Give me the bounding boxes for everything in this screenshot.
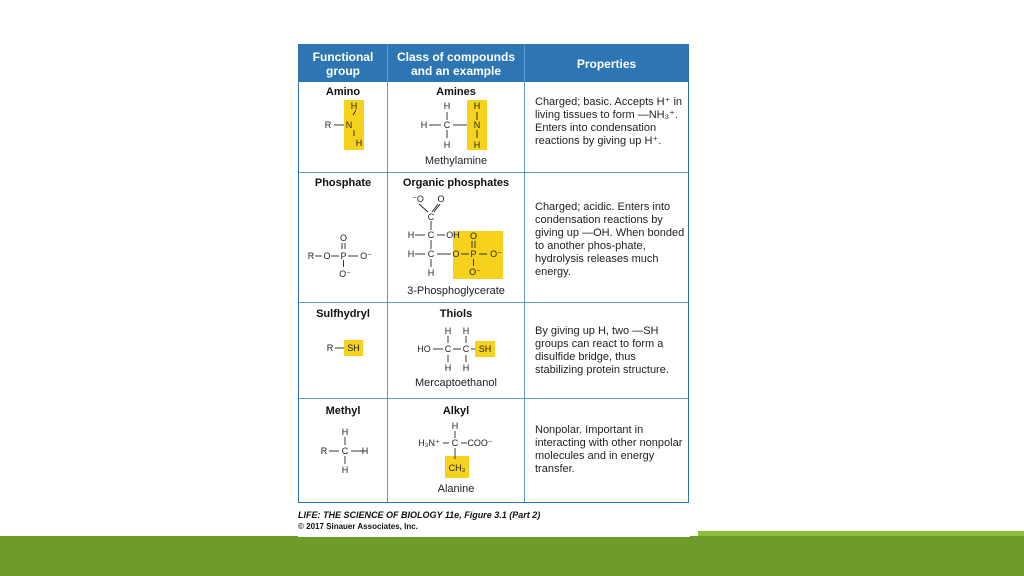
atom: O [323, 251, 331, 261]
class-name-alkyl: Alkyl [442, 405, 470, 417]
atom: O⁻ [469, 267, 481, 277]
example-name-3-phosphoglycerate: 3-Phosphoglycerate [407, 285, 505, 297]
header-functional-group: Functional group [312, 49, 374, 78]
methylamine-structure [417, 100, 507, 150]
column-divider [524, 45, 525, 502]
atom: H [355, 138, 363, 148]
header-class-of-compounds: Class of compounds and an example [396, 49, 515, 78]
atom: O [339, 233, 348, 243]
example-name-methylamine: Methylamine [424, 155, 488, 167]
atom: H [350, 101, 358, 111]
properties-methyl: Nonpolar. Important in interacting with other nonpolar molecules and in energy transfer. [535, 424, 683, 475]
atom: H [420, 120, 428, 130]
atom: C [427, 249, 435, 259]
atom: O [437, 194, 445, 204]
group-name-phosphate: Phosphate [314, 177, 372, 189]
atom: OH [446, 230, 460, 240]
caption-copyright: © 2017 Sinauer Associates, Inc. [298, 522, 418, 531]
group-name-amino: Amino [325, 86, 361, 98]
class-name-organic-phosphates: Organic phosphates [402, 177, 510, 189]
table-header [299, 45, 688, 82]
caption-title: LIFE: THE SCIENCE OF BIOLOGY 11e, Figure 3.1 (Part 2) [298, 510, 541, 520]
atom: C [427, 230, 435, 240]
atom: H [451, 421, 459, 431]
atom: C [443, 120, 451, 130]
atom: P [340, 251, 347, 261]
class-name-amines: Amines [436, 86, 476, 98]
functional-groups-table [298, 44, 689, 503]
atom: H [341, 465, 349, 475]
atom: H [427, 268, 435, 278]
header-properties: Properties [576, 56, 637, 71]
atom: H₃N⁺ [418, 438, 440, 448]
atom: R [324, 120, 332, 130]
atom: H [407, 230, 415, 240]
properties-phosphate: Charged; acidic. Enters into condensation reactions by giving up —OH. When bonded to another phos-phate, hydrolysis releases much energy. [535, 201, 685, 278]
atom: R [320, 446, 328, 456]
atom: H [444, 363, 452, 373]
sulfhydryl-group-structure [325, 339, 365, 359]
footer-bar [0, 536, 1024, 576]
atom: H [473, 140, 481, 150]
example-name-alanine: Alanine [437, 483, 475, 495]
atom: H [361, 446, 369, 456]
atom: ⁻O [412, 194, 424, 204]
figure-caption [298, 509, 540, 533]
atom: HO [417, 344, 431, 354]
class-name-thiols: Thiols [439, 308, 473, 320]
atom: H [443, 140, 451, 150]
atom: SH [478, 344, 492, 354]
atom: O⁻ [490, 249, 502, 259]
atom: H [443, 101, 451, 111]
atom: O⁻ [360, 251, 372, 261]
row-divider [299, 398, 688, 399]
atom: P [470, 249, 477, 259]
example-name-mercaptoethanol: Mercaptoethanol [415, 377, 497, 389]
properties-sulfhydryl: By giving up H, two —SH groups can react to form a disulfide bridge, thus stabilizing protein structure. [535, 325, 669, 376]
atom: H [444, 326, 452, 336]
atom: O⁻ [339, 269, 351, 279]
phosphate-group-structure [307, 233, 385, 279]
atom: N [345, 120, 353, 130]
atom: H [462, 363, 470, 373]
atom: R [326, 343, 334, 353]
row-divider [299, 172, 688, 173]
atom: C [341, 446, 349, 456]
atom: N [473, 120, 481, 130]
atom: CH₃ [448, 463, 466, 473]
atom: H [341, 427, 349, 437]
atom: C [451, 438, 459, 448]
column-divider [387, 45, 388, 502]
mercaptoethanol-structure [417, 325, 507, 373]
group-name-methyl: Methyl [325, 405, 361, 417]
atom: COO⁻ [467, 438, 493, 448]
atom: O [469, 231, 478, 241]
row-divider [299, 302, 688, 303]
group-name-sulfhydryl: Sulfhydryl [316, 308, 370, 320]
atom: O [452, 249, 460, 259]
atom: H [407, 249, 415, 259]
bond [419, 204, 428, 212]
methyl-group-structure [319, 425, 375, 477]
atom: C [462, 344, 470, 354]
atom: C [444, 344, 452, 354]
atom: C [427, 212, 435, 222]
atom: H [473, 101, 481, 111]
alanine-structure [417, 419, 507, 479]
atom: R [307, 251, 315, 261]
phosphoglycerate-structure [407, 193, 519, 283]
atom: SH [347, 343, 360, 353]
amino-group-structure [319, 100, 379, 150]
figure [298, 44, 690, 537]
properties-amino: Charged; basic. Accepts H⁺ in living tissues to form —NH₃⁺. Enters into condensation reactions by giving up H⁺. [535, 96, 683, 147]
atom: H [462, 326, 470, 336]
